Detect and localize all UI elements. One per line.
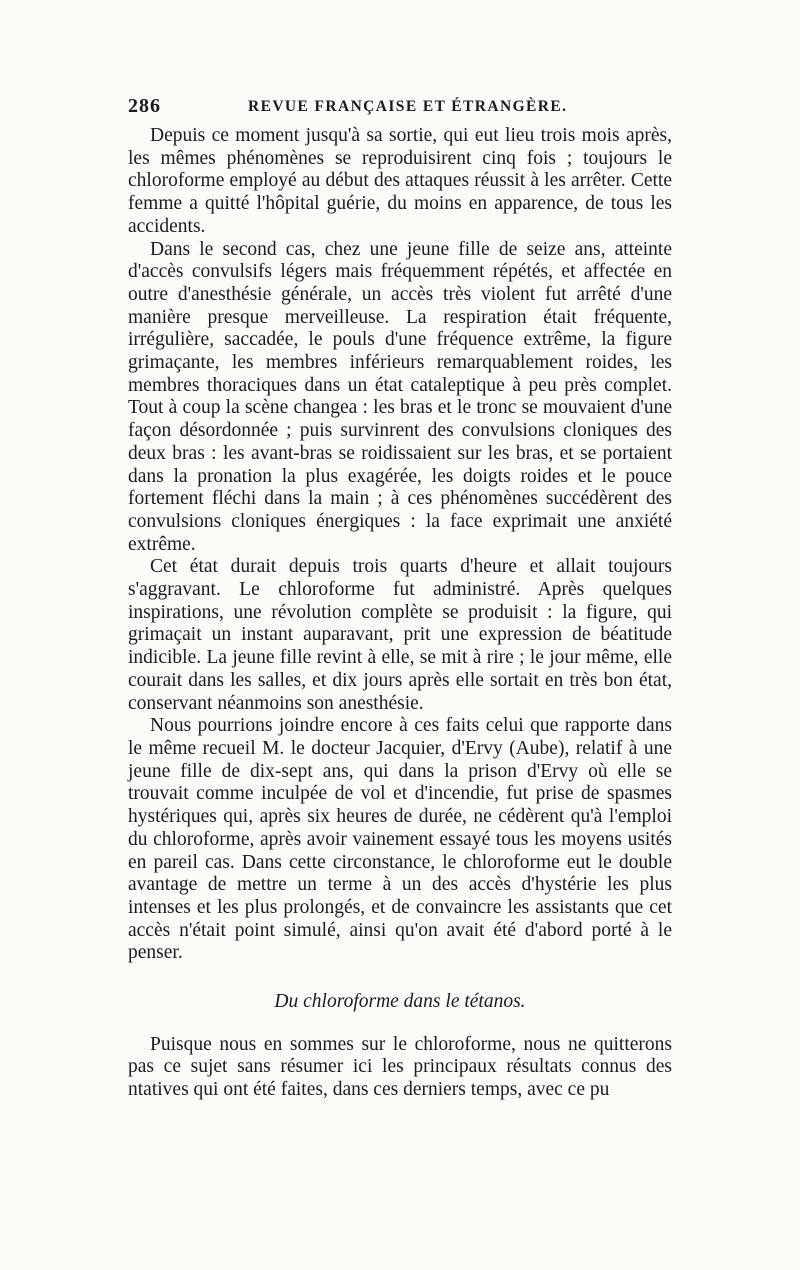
- page-number: 286: [128, 95, 161, 117]
- paragraph: Cet état durait depuis trois quarts d'heure et allait toujours s'aggravant. Le chloroforme fut administré. Après quelques inspirations, une révolution complète se produisit : la figure, qui grimaçait un instant auparavant, prit une expression de béatitude indicible. La jeune fille revint à elle, se mit à rire ; le jour même, elle courait dans les salles, et dix jours après elle sortait en très bon état, conservant néanmoins son anesthésie.: [128, 556, 672, 714]
- paragraph: Depuis ce moment jusqu'à sa sortie, qui eut lieu trois mois après, les mêmes phénomènes se reproduisirent cinq fois ; toujours le chloroforme employé au début des attaques réussit à les arrêter. Cette femme a quitté l'hôpital guérie, du moins en apparence, de tous les accidents.: [128, 125, 672, 237]
- page-header: [128, 95, 668, 121]
- body-text: [128, 125, 672, 1102]
- paragraph: Puisque nous en sommes sur le chloroforme, nous ne quitterons pas ce sujet sans résumer ici les principaux résultats connus des ntatives qui ont été faites, dans ces derniers temps, avec ce pu: [128, 1033, 672, 1101]
- section-heading: Du chloroforme dans le tétanos.: [274, 991, 526, 1013]
- running-title: REVUE FRANÇAISE ET ÉTRANGÈRE.: [248, 98, 568, 115]
- paragraph: Dans le second cas, chez une jeune fille de seize ans, atteinte d'accès convulsifs légers mais fréquemment répétés, et affectée en outre d'anesthésie générale, un accès très violent fut arrêté d'une manière presque merveilleuse. La respiration était fréquente, irrégulière, saccadée, le pouls d'une fréquence extrême, la figure grimaçante, les membres inférieurs remarquablement roides, les membres thoraciques dans un état cataleptique à peu près complet. Tout à coup la scène changea : les bras et le tronc se mouvaient d'une façon désordonnée ; puis survinrent des convulsions cloniques des deux bras : les avant-bras se roidissaient sur les bras, et se portaient dans la pronation la plus exagérée, les doigts roides et le pouce fortement fléchi dans la main ; à ces phénomènes succédèrent des convulsions cloniques énergiques : la face exprimait une anxiété extrême.: [128, 238, 672, 555]
- paragraph: Nous pourrions joindre encore à ces faits celui que rapporte dans le même recueil M. le docteur Jacquier, d'Ervy (Aube), relatif à une jeune fille de dix-sept ans, qui dans la prison d'Ervy où elle se trouvait comme inculpée de vol et d'incendie, fut prise de spasmes hystériques qui, après six heures de durée, ne cédèrent qu'à l'emploi du chloroforme, après avoir vainement essayé tous les moyens usités en pareil cas. Dans cette circonstance, le chloroforme eut le double avantage de mettre un terme à un des accès d'hystérie les plus intenses et les plus prolongés, et de convaincre les assistants que cet accès n'était point simulé, ainsi qu'on avait été d'abord porté à le penser.: [128, 715, 672, 964]
